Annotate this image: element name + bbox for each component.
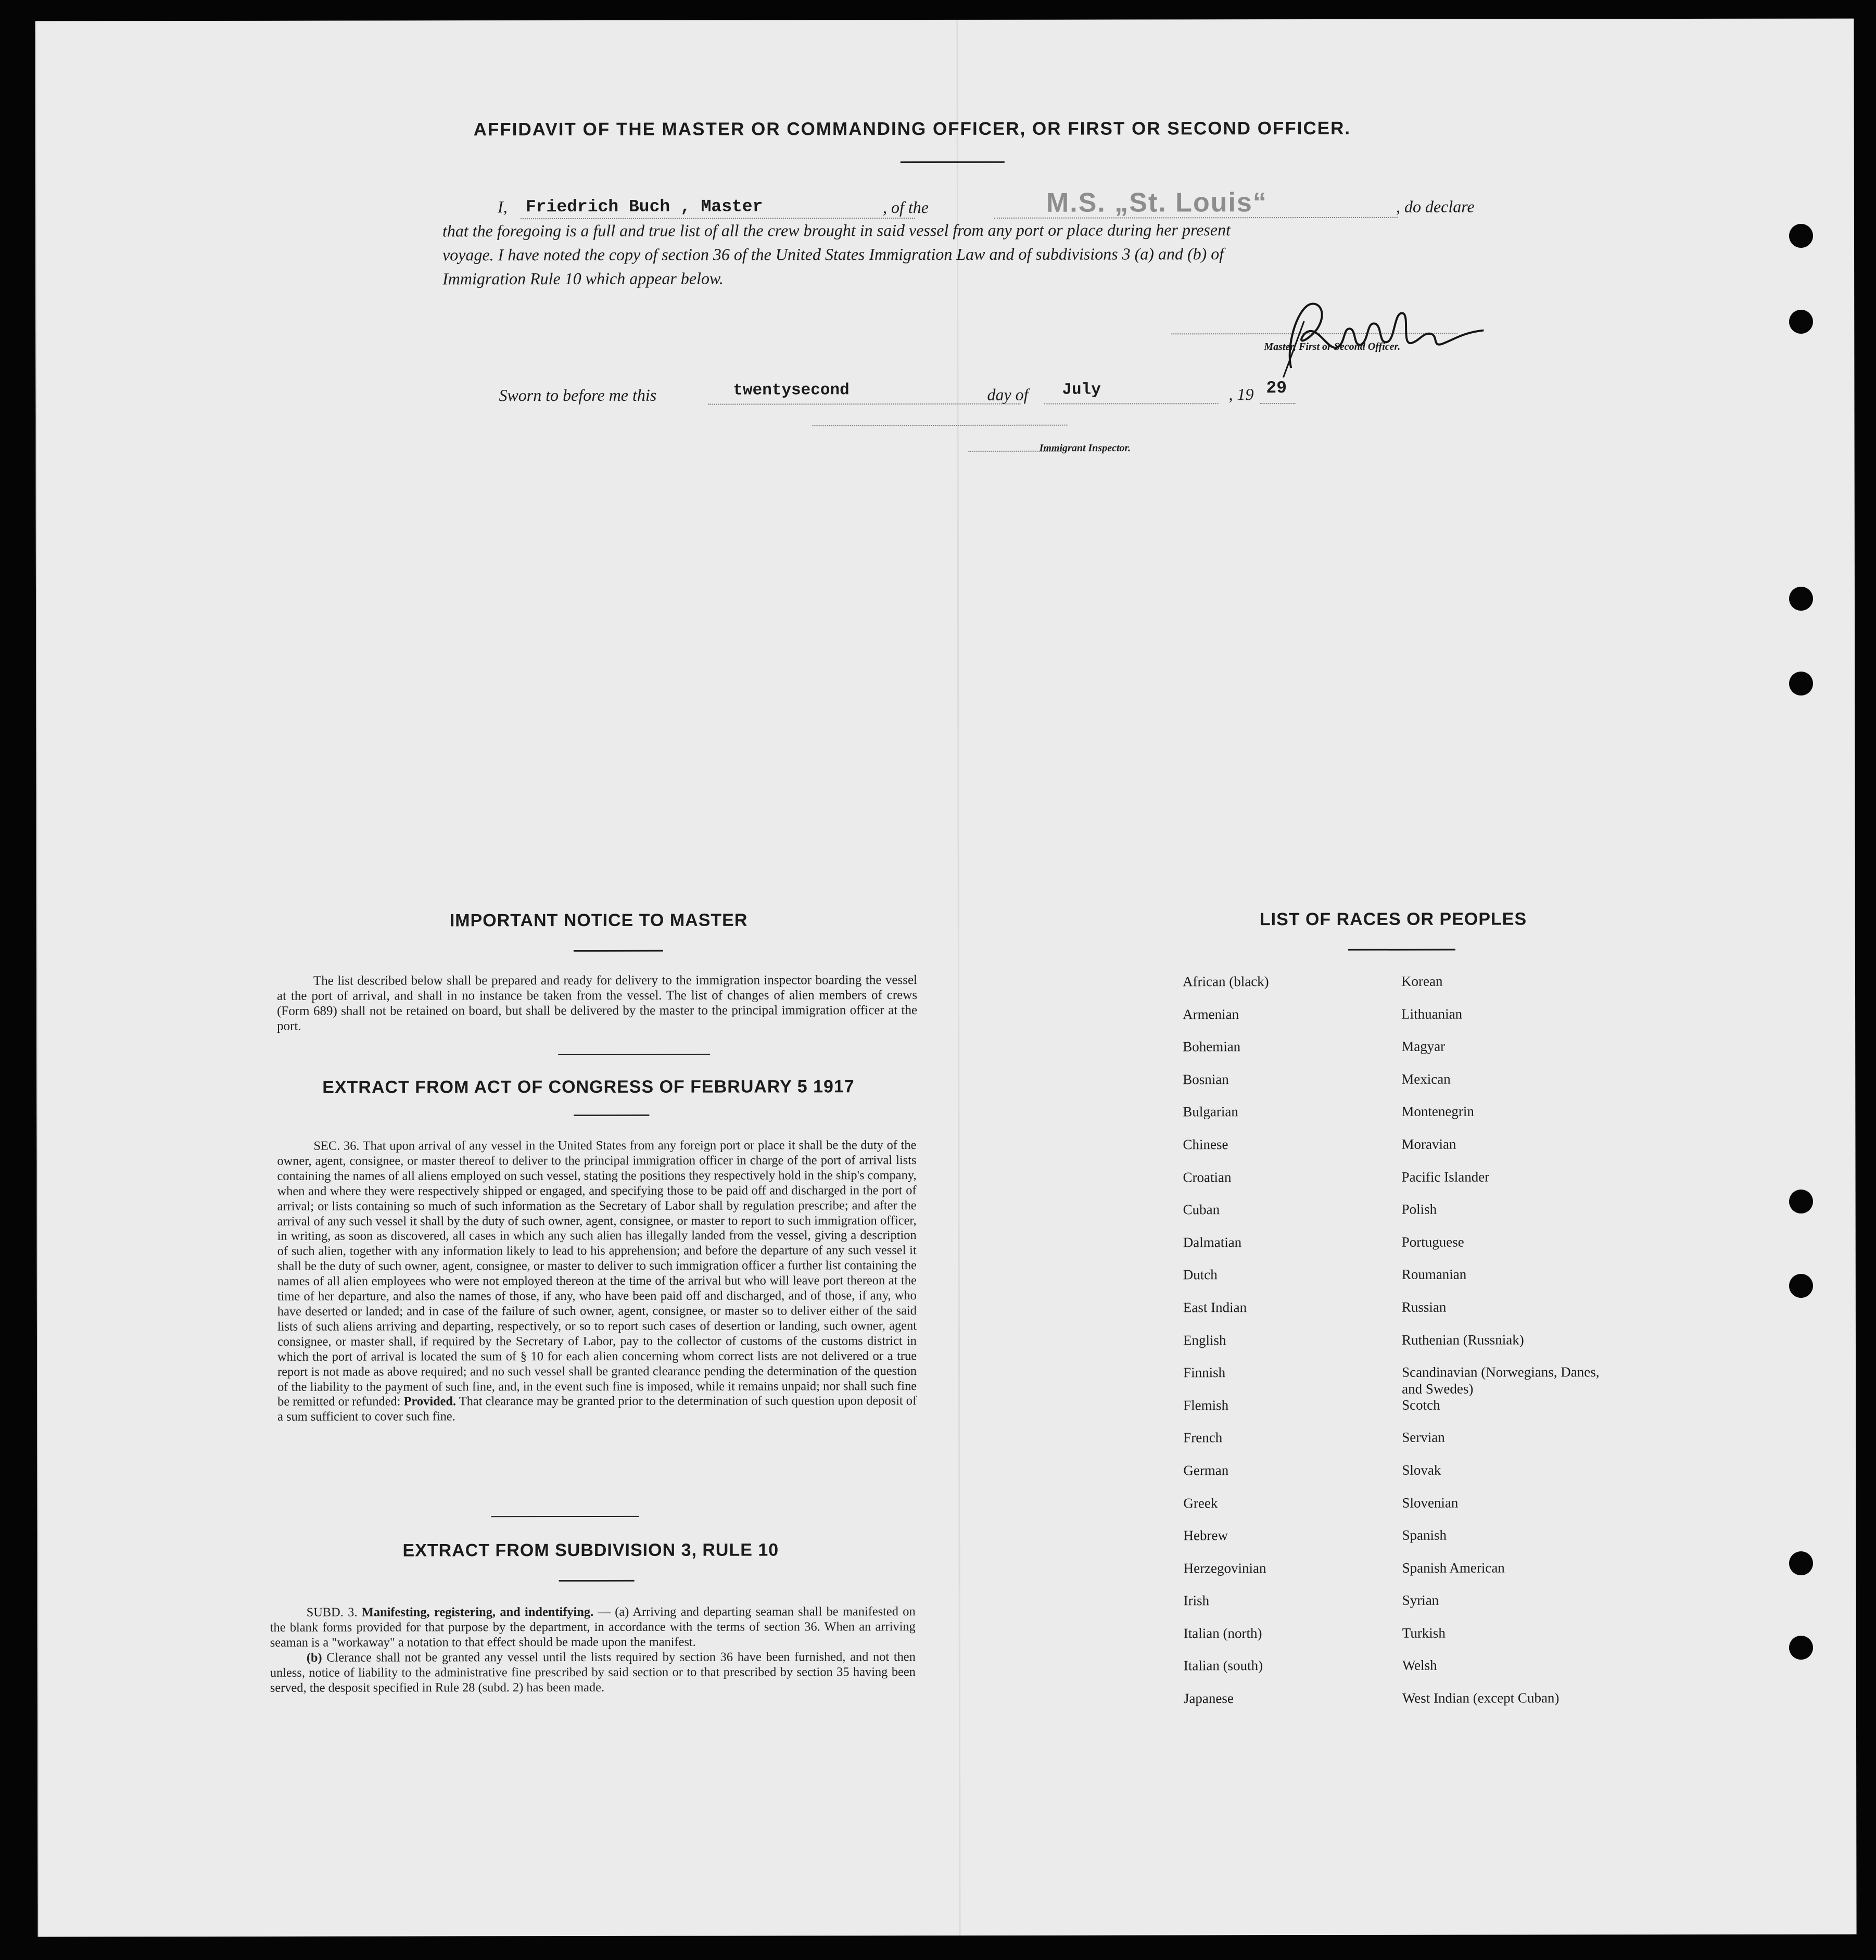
do-declare-label: , do declare xyxy=(1396,197,1475,216)
punch-hole xyxy=(1789,1274,1813,1298)
sworn-year: 29 xyxy=(1266,378,1287,398)
race-item: Croatian xyxy=(1183,1169,1232,1185)
race-item: Armenian xyxy=(1183,1006,1239,1022)
race-item: Korean xyxy=(1401,973,1443,989)
affidavit-title-rule xyxy=(901,161,1005,163)
inspector-caption: Immigrant Inspector. xyxy=(1039,442,1131,454)
race-item: Pacific Islander xyxy=(1401,1169,1490,1185)
race-item: English xyxy=(1183,1332,1226,1348)
race-item: Portuguese xyxy=(1401,1234,1464,1250)
race-item: West Indian (except Cuban) xyxy=(1402,1690,1560,1706)
race-item: Scandinavian (Norwegians, Danes, and Swedes) xyxy=(1402,1364,1600,1397)
affidavit-title: AFFIDAVIT OF THE MASTER OR COMMANDING OFFICER, OR FIRST OR SECOND OFFICER. xyxy=(473,118,1351,140)
races-right-column xyxy=(1401,972,1621,1722)
affidavit-line-2: that the foregoing is a full and true list of all the crew brought in said vessel from any port or place during her present xyxy=(442,220,1231,241)
race-item: Dutch xyxy=(1183,1267,1218,1283)
races-left-column xyxy=(1183,973,1387,1723)
punch-hole xyxy=(1789,224,1813,248)
punch-hole xyxy=(1789,587,1813,611)
sworn-day: twentysecond xyxy=(733,381,850,400)
document-sheet xyxy=(35,19,1856,1937)
race-item: Spanish xyxy=(1402,1527,1447,1543)
race-item: Bulgarian xyxy=(1183,1104,1238,1120)
race-item: Montenegrin xyxy=(1401,1103,1474,1120)
notice-title: IMPORTANT NOTICE TO MASTER xyxy=(449,910,748,931)
race-item: Italian (north) xyxy=(1183,1625,1262,1641)
race-item: African (black) xyxy=(1182,973,1269,990)
race-item: Turkish xyxy=(1402,1625,1446,1641)
race-item: Welsh xyxy=(1402,1658,1437,1674)
affidavit-line-4: Immigration Rule 10 which appear below. xyxy=(442,269,724,288)
rule-title: EXTRACT FROM SUBDIVISION 3, RULE 10 xyxy=(402,1540,779,1561)
race-item: Greek xyxy=(1183,1495,1218,1511)
race-item: Scotch xyxy=(1402,1397,1440,1413)
race-item: Magyar xyxy=(1401,1038,1446,1054)
race-item: German xyxy=(1183,1462,1229,1478)
race-item: Spanish American xyxy=(1402,1560,1505,1576)
race-item: Russian xyxy=(1401,1299,1447,1315)
race-item: French xyxy=(1183,1430,1223,1446)
inspector-signature-line xyxy=(813,425,1068,426)
of-the-label: , of the xyxy=(882,198,929,217)
race-item: Slovak xyxy=(1402,1462,1441,1478)
race-item: Lithuanian xyxy=(1401,1006,1463,1022)
race-item: Bosnian xyxy=(1183,1071,1229,1088)
sworn-prefix: Sworn to before me this xyxy=(499,385,657,405)
punch-hole xyxy=(1789,672,1813,696)
race-item: Ruthenian (Russniak) xyxy=(1401,1331,1524,1348)
race-item: East Indian xyxy=(1183,1299,1247,1316)
sworn-month: July xyxy=(1062,381,1101,399)
race-item: Cuban xyxy=(1183,1202,1220,1218)
race-item: Syrian xyxy=(1402,1592,1439,1609)
rule-text: SUBD. 3. Manifesting, registering, and indentifying. — (a) Arriving and departing seaman shall be manifested on the blank forms provided for that purpose by the department, in accordance with the terms of section 36. When an arriving seaman is a "workaway" a notation to that effect should be made upon the manifest. (b) Clerance shall not be granted any vessel until the lists required by section 36 have been furnished, and not then unless, notice of liability to the administrative fine prescribed by said section or to that prescribed by section 35 having been served, the desposit specified in Rule 28 (subd. 2) has been made. xyxy=(270,1604,916,1695)
race-item: Italian (south) xyxy=(1183,1658,1263,1674)
race-item: Moravian xyxy=(1401,1136,1456,1152)
punch-hole xyxy=(1789,1551,1813,1575)
race-item: Herzegovinian xyxy=(1183,1560,1266,1576)
race-item: Japanese xyxy=(1183,1690,1234,1706)
race-item: Polish xyxy=(1401,1201,1437,1217)
day-of-label: day of xyxy=(987,385,1029,404)
punch-hole xyxy=(1789,310,1813,334)
race-item: Finnish xyxy=(1183,1364,1226,1381)
notice-text: The list described below shall be prepared and ready for delivery to the immigration inspector boarding the vessel at the port of arrival, and shall in no instance be taken from the vessel. The list of changes of alien members of crews (Form 689) shall not be retained on board, but shall be delivered by the master to the principal immigration officer at the port. xyxy=(277,973,918,1033)
punch-hole xyxy=(1789,1636,1813,1660)
race-item: Chinese xyxy=(1183,1136,1228,1153)
race-item: Flemish xyxy=(1183,1397,1229,1413)
race-item: Servian xyxy=(1402,1429,1445,1446)
year-prefix: , 19 xyxy=(1228,385,1254,404)
race-item: Hebrew xyxy=(1183,1527,1228,1544)
declarant-name: Friedrich Buch , Master xyxy=(525,197,763,217)
affidavit-pronoun: I, xyxy=(497,197,508,217)
race-item: Roumanian xyxy=(1401,1266,1467,1283)
race-item: Bohemian xyxy=(1183,1039,1241,1055)
race-item: Mexican xyxy=(1401,1071,1451,1087)
punch-hole xyxy=(1789,1190,1813,1213)
race-item: Irish xyxy=(1183,1592,1210,1609)
race-item: Dalmatian xyxy=(1183,1234,1242,1250)
affidavit-line-3: voyage. I have noted the copy of section 36 of the United States Immigration Law and of subdivisions 3 (a) and (b) of xyxy=(442,244,1224,264)
race-item: Slovenian xyxy=(1402,1495,1459,1511)
signature-caption: Master, First or Second Officer. xyxy=(1264,340,1401,353)
fold-line xyxy=(956,20,960,1936)
races-title: LIST OF RACES OR PEOPLES xyxy=(1259,909,1527,930)
master-signature xyxy=(1254,290,1494,379)
act-text: SEC. 36. That upon arrival of any vessel in the United States from any foreign port or place it shall be the duty of the owner, agent, consignee, or master thereof to deliver to the principal immigration officer in charge of the port of arrival lists containing the names of all aliens employed on such vessel, stating the positions they respectively hold in the ship's company, when and where they were respectively shipped or engaged, and specifying those to be paid off and discharged in the port of arrival; or lists containing so much of such information as the Secretary of Labor shall by regulation prescribe; and after the arrival of any such vessel it shall by the duty of such owner, agent, consignee, or master to report to such immigration officer, in writing, as soon as discovered, all cases in which any such alien has illegally landed from the vessel, giving a description of such alien, together with any information likely to lead to his apprehension; and before the departure of any such vessel it shall be the duty of such owner, agent, consignee, or master to deliver to such immigration officer a further list containing the names of all alien employees who were not employed thereon at the time of the arrival but who will leave port thereon at the time of her departure, and also the names of those, if any, who have been paid off and discharged, and of those, if any, who have deserted or landed; and in case of the failure of such owner, agent, consignee, or master so to deliver either of the said lists of such aliens arriving and departing, respectively, or so to report such cases of desertion or landing, such owner, agent consignee, or master shall, if required by the Secretary of Labor, pay to the collector of customs of the customs district in which the port of arrival is located the sum of § 10 for each alien concerning whom correct lists are not delivered or a true report is not made as above required; and no such vessel shall be granted clearance pending the determination of the question of the liability to the payment of such fine, and, in the event such fine is imposed, while it remains unpaid; nor shall such fine be remitted or refunded: Provided. That clearance may be granted prior to the determination of such question upon deposit of a sum sufficient to cover such fine. xyxy=(277,1138,917,1424)
act-title: EXTRACT FROM ACT OF CONGRESS OF FEBRUARY 5 1917 xyxy=(322,1077,855,1097)
vessel-stamp: M.S. „St. Louis“ xyxy=(1046,187,1267,218)
